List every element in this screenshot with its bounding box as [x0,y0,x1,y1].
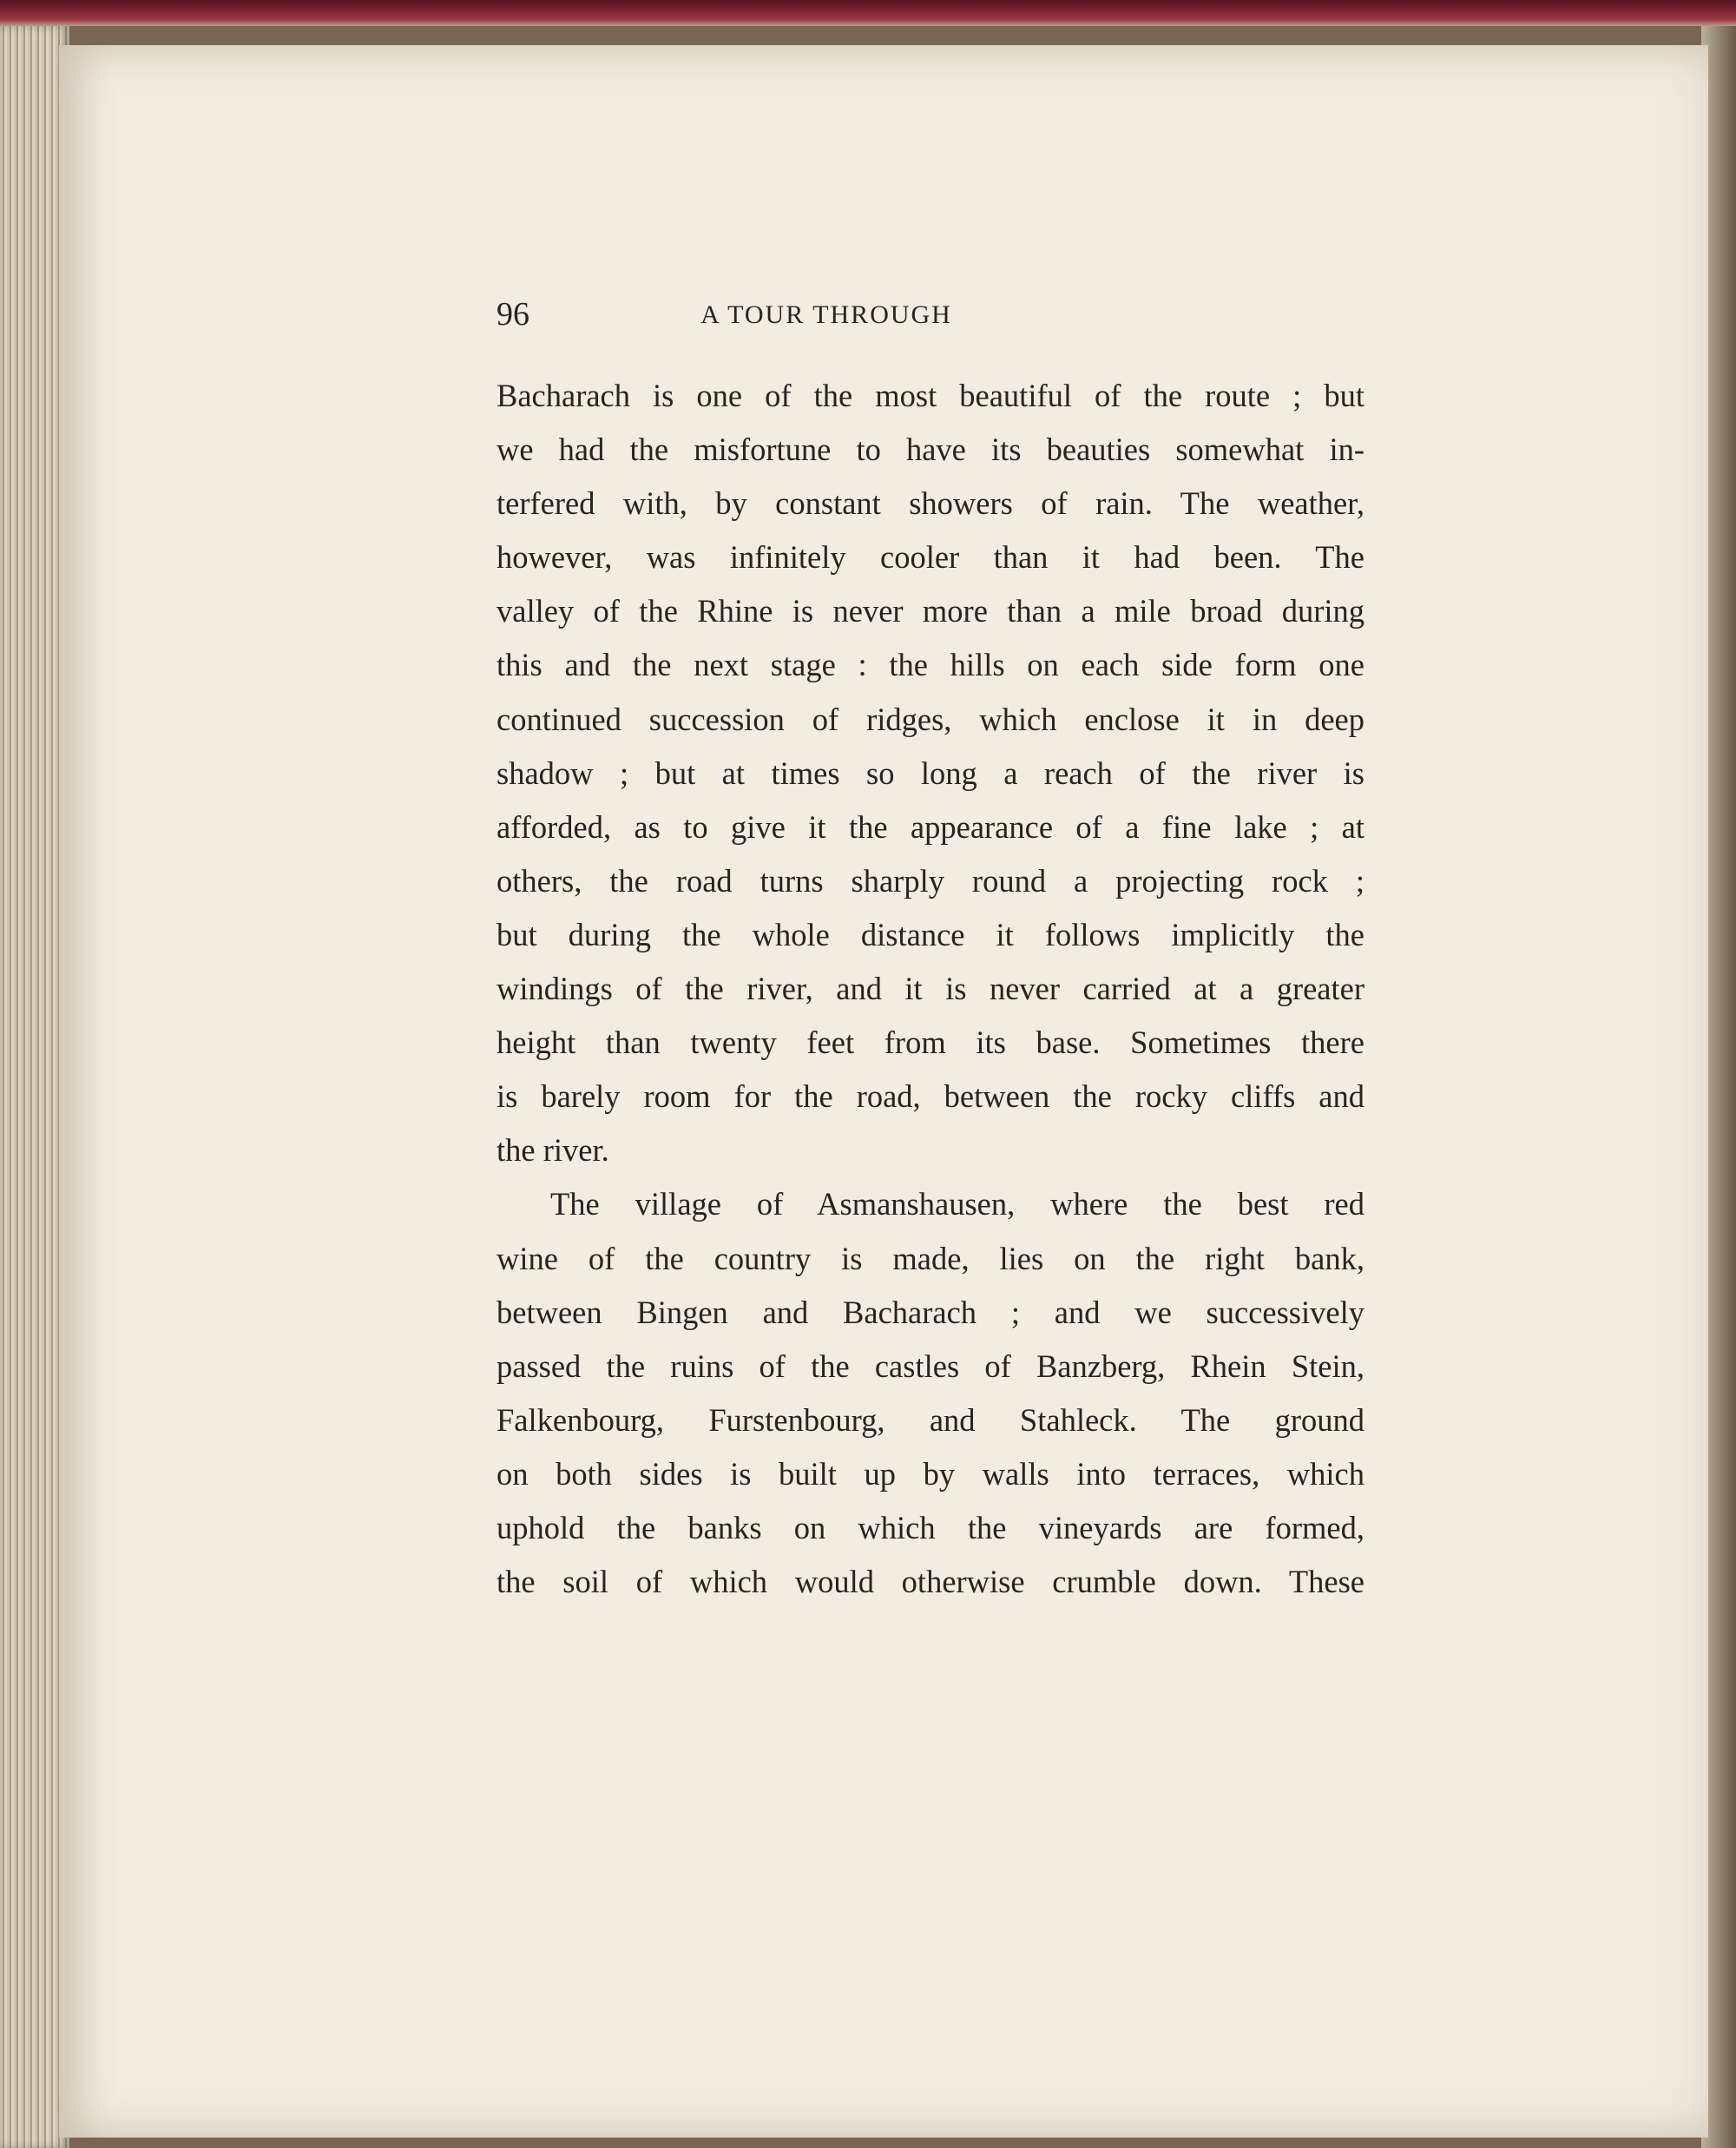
body-text [496,369,1364,1609]
binding-edge [0,0,1736,26]
text-line: wine of the country is made, lies on the right bank, [496,1240,1364,1276]
text-line: this and the next stage : the hills on each side form one [496,647,1364,683]
text-line: afforded, as to give it the appearance of a fine lake ; at [496,808,1364,845]
running-head-title: A TOUR THROUGH [700,300,952,329]
text-line: but during the whole distance it follows implicitly the [496,916,1364,952]
running-head [496,295,1156,347]
paragraph-2 [496,1177,1364,1609]
text-line: is barely room for the road, between the rocky cliffs and [496,1078,1364,1115]
text-line: The village of Asmanshausen, where the best red [550,1186,1364,1222]
text-line: windings of the river, and it is never carried at a greater [496,971,1364,1007]
text-line: shadow ; but at times so long a reach of the river is [496,754,1364,791]
text-line: the river. [496,1132,609,1169]
page-number: 96 [496,296,529,333]
text-line: Falkenbourg, Furstenbourg, and Stahleck. The ground [496,1401,1364,1438]
text-line: continued succession of ridges, which enclose it in deep [496,701,1364,737]
text-line: height than twenty feet from its base. Sometimes there [496,1025,1364,1061]
text-line: on both sides is built up by walls into terraces, which [496,1455,1364,1492]
text-line: uphold the banks on which the vineyards are formed, [496,1509,1364,1545]
text-line: however, was infinitely cooler than it had been. The [496,539,1364,576]
text-line: between Bingen and Bacharach ; and we successively [496,1294,1364,1330]
text-line: terfered with, by constant showers of rain. The weather, [496,485,1364,522]
text-line: valley of the Rhine is never more than a mile broad during [496,593,1364,629]
paragraph-1 [496,369,1364,1177]
text-line: we had the misfortune to have its beauties somewhat in- [496,432,1364,468]
text-line: Bacharach is one of the most beautiful of the route ; but [496,378,1364,413]
text-line: others, the road turns sharply round a projecting rock ; [496,862,1364,899]
text-line: passed the ruins of the castles of Banzberg, Rhein Stein, [496,1347,1364,1384]
text-line: the soil of which would otherwise crumble down. These [496,1564,1364,1600]
